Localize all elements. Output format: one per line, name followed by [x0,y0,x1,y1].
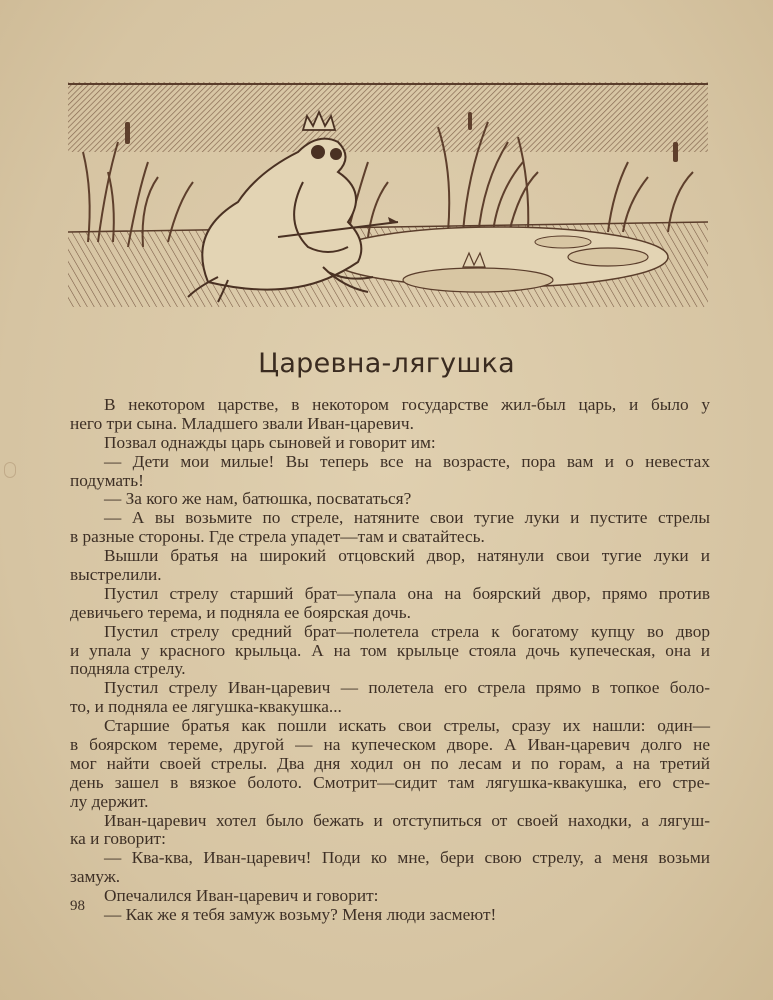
margin-stain [4,462,16,478]
text-line: Иван-царевич хотел было бежать и отступиться от своей находки, а лягуш- [104,810,710,830]
text-line: выстрелили. [70,565,162,585]
text-line: Позвал однажды царь сыновей и говорит им: [104,432,436,452]
frog-princess-illustration [68,82,708,312]
text-line: Вышли братья на широкий отцовский двор, натянули свои тугие луки и [104,546,710,566]
text-line: Опечалился Иван-царевич и говорит: [104,886,379,906]
text-line: замуж. [70,867,121,887]
text-line: подняла стрелу. [70,659,186,679]
text-line: то, и подняла ее лягушка-квакушка... [70,697,342,717]
text-line: лу держит. [70,791,149,811]
text-line: мог найти своей стрелы. Два дня ходил он по лесам и по горам, а на третий [70,753,710,773]
text-line: — Ква-ква, Иван-царевич! Поди ко мне, бери свою стрелу, а меня возьми [104,848,710,868]
story-title: Царевна-лягушка [258,348,515,379]
text-line: Пустил стрелу средний брат—полетела стрела к богатому купцу во двор [104,621,710,641]
text-line: девичьего терема, и подняла ее боярская дочь. [70,602,411,622]
text-line: в боярском тереме, другой — на купеческом дворе. А Иван-царевич долго не [70,735,710,755]
text-line: В некотором царстве, в некотором государстве жил-был царь, и было у [104,395,710,414]
text-line: Старшие братья как пошли искать свои стрелы, сразу их нашли: один— [104,716,710,736]
text-line: — Дети мои милые! Вы теперь все на возрасте, пора вам и о невестах [104,451,710,471]
text-line: Пустил стрелу старший брат—упала она на боярский двор, прямо против [104,583,710,603]
text-line: него три сына. Младшего звали Иван-царевич. [70,413,414,433]
text-line: ка и говорит: [70,829,166,849]
page-number: 98 [70,898,85,914]
text-line: в разные стороны. Где стрела упадет—там и сватайтесь. [70,527,485,547]
text-line: — За кого же нам, батюшка, посвататься? [104,489,412,509]
text-line: Пустил стрелу Иван-царевич — полетела его стрела прямо в топкое боло- [104,678,710,698]
text-line: — А вы возьмите по стреле, натяните свои тугие луки и пустите стрелы [104,508,710,528]
story-text [70,396,710,925]
text-line: — Как же я тебя замуж возьму? Меня люди засмеют! [104,905,497,925]
text-line: и упала у красного крыльца. А на том крыльце стояла дочь купеческая, она и [70,640,710,660]
text-line: день зашел в вязкое болото. Смотрит—сидит там лягушка-квакушка, его стре- [70,772,710,792]
text-line: подумать! [70,470,144,490]
